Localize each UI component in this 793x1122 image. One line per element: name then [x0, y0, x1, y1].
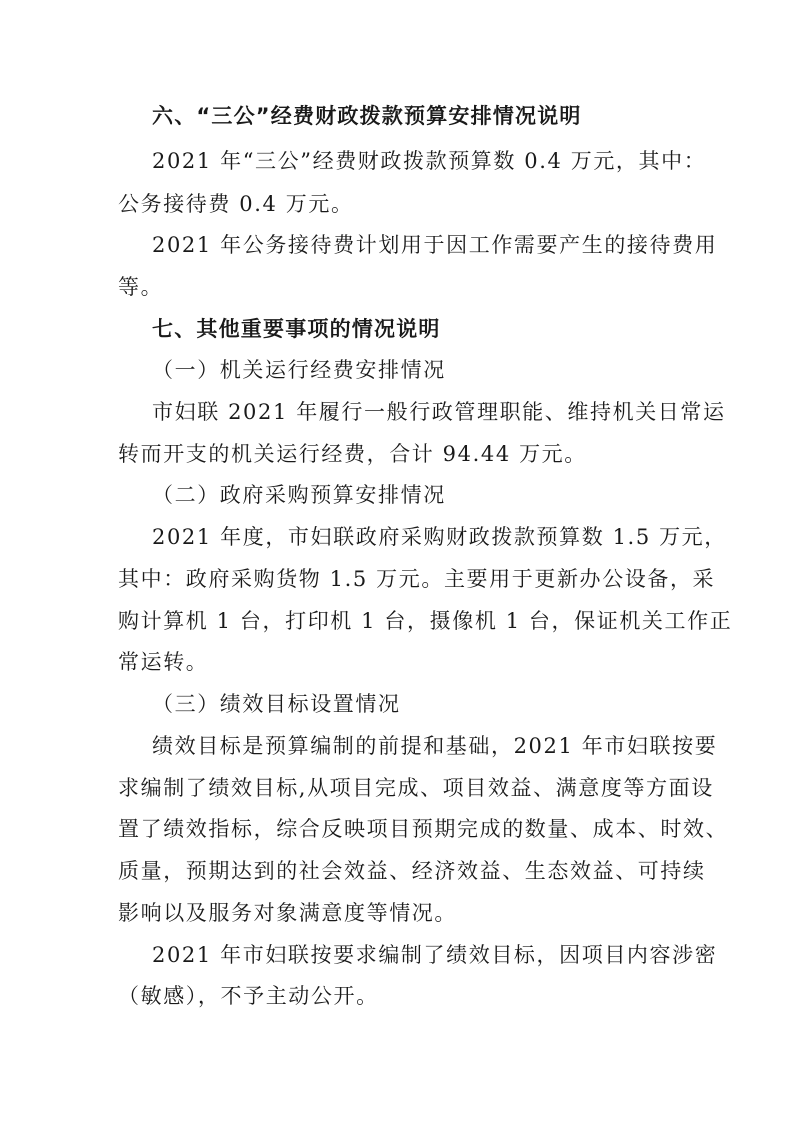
- paragraph-line: 2021 年公务接待费计划用于因工作需要产生的接待费用: [152, 233, 718, 257]
- paragraph-line: 2021 年市妇联按要求编制了绩效目标，因项目内容涉密: [152, 943, 718, 967]
- paragraph-line: 绩效目标是预算编制的前提和基础，2021 年市妇联按要: [152, 734, 718, 758]
- paragraph-line: 市妇联 2021 年履行一般行政管理职能、维持机关日常运: [152, 400, 726, 424]
- subsection-title-one: （一）机关运行经费安排情况: [152, 358, 446, 382]
- paragraph-line: 公务接待费 0.4 万元。: [118, 192, 354, 216]
- paragraph-line: 置了绩效指标，综合反映项目预期完成的数量、成本、时效、: [118, 817, 729, 841]
- paragraph-line: 2021 年度，市妇联政府采购财政拨款预算数 1.5 万元，: [152, 525, 727, 549]
- paragraph-line: （敏感），不予主动公开。: [118, 984, 379, 1008]
- paragraph-line: 质量，预期达到的社会效益、经济效益、生态效益、可持续: [118, 859, 706, 883]
- paragraph-line: 购计算机 1 台，打印机 1 台，摄像机 1 台，保证机关工作正: [118, 609, 733, 633]
- section-heading-six: 六、“三公”经费财政拨款预算安排情况说明: [152, 104, 582, 128]
- paragraph-line: 2021 年“三公”经费财政拨款预算数 0.4 万元，其中：: [152, 149, 707, 173]
- paragraph-line: 影响以及服务对象满意度等情况。: [118, 901, 457, 925]
- paragraph-line: 转而开支的机关运行经费，合计 94.44 万元。: [118, 442, 587, 466]
- paragraph-line: 求编制了绩效目标,从项目完成、项目效益、满意度等方面设: [118, 776, 714, 800]
- paragraph-line: 等。: [118, 275, 164, 299]
- paragraph-line: 其中：政府采购货物 1.5 万元。主要用于更新办公设备，采: [118, 567, 716, 591]
- subsection-title-two: （二）政府采购预算安排情况: [152, 483, 446, 507]
- section-heading-seven: 七、其他重要事项的情况说明: [152, 317, 441, 341]
- paragraph-line: 常运转。: [118, 650, 209, 674]
- subsection-title-three: （三）绩效目标设置情况: [152, 692, 401, 716]
